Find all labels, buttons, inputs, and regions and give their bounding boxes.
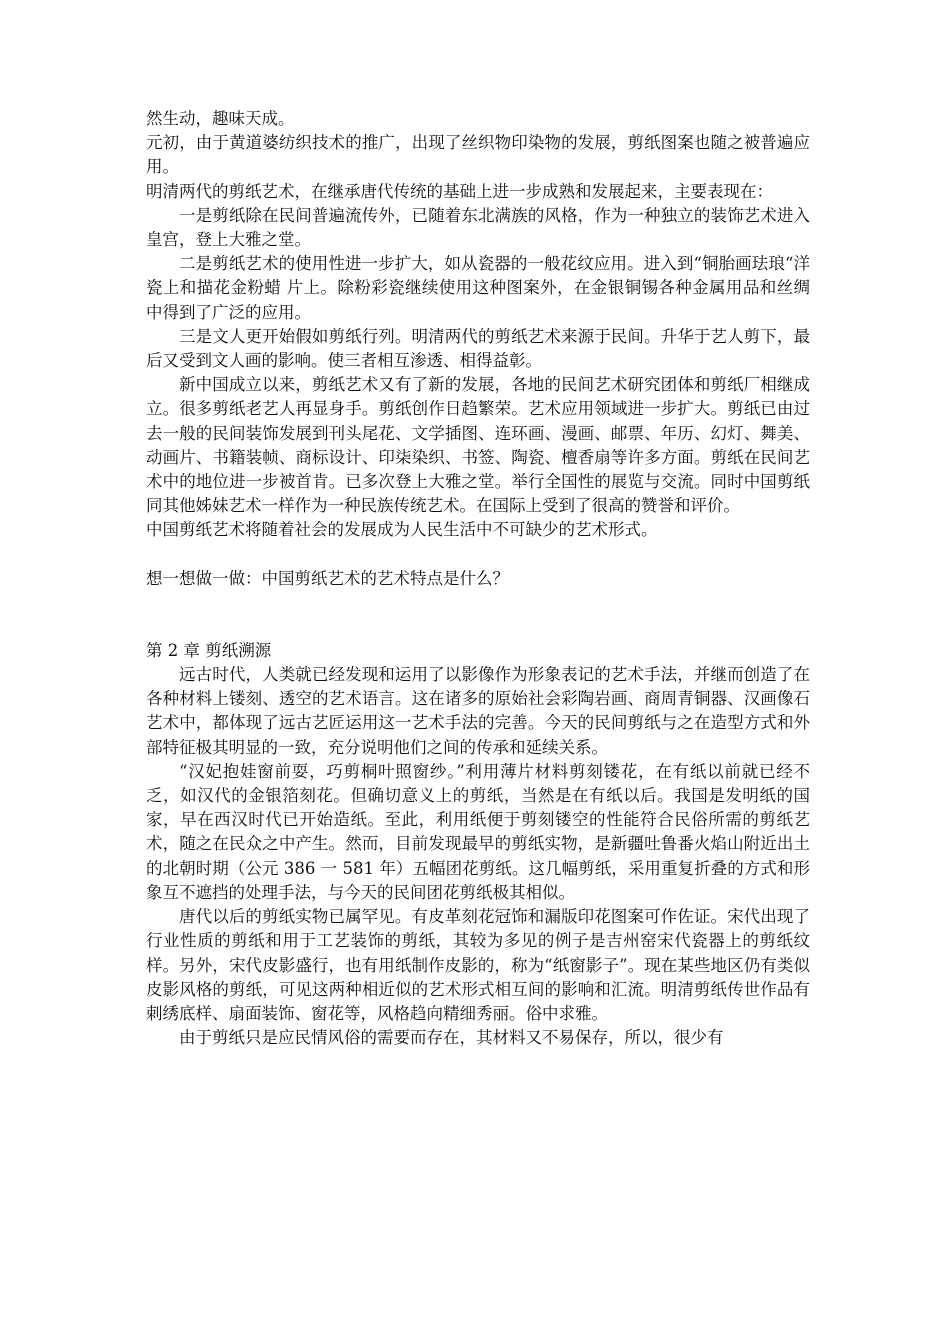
paragraph: 三是文人更开始假如剪纸行列。明清两代的剪纸艺术来源于民间。升华于艺人剪下，最后又受到文人画的影响。使三者相互渗透、相得益彰。 xyxy=(146,326,810,371)
document-page xyxy=(146,107,810,1050)
paragraph: 然生动，趣味天成。 xyxy=(146,109,295,128)
paragraph: 中国剪纸艺术将随着社会的发展成为人民生活中不可缺少的艺术形式。 xyxy=(146,520,658,540)
paragraph: 元初，由于黄道婆纺织技术的推广，出现了丝织物印染物的发展，剪纸图案也随之被普遍应用。 xyxy=(146,133,810,177)
paragraph: 明清两代的剪纸艺术，在继承唐代传统的基础上进一步成熟和发展起来，主要表现在： xyxy=(146,181,773,201)
paragraph: 新中国成立以来，剪纸艺术又有了新的发展，各地的民间艺术研究团体和剪纸厂相继成立。很多剪纸老艺人再显身手。剪纸创作日趋繁荣。艺术应用领域进一步扩大。剪纸已由过去一般的民间装饰发展到刊头尾花、文学插图、连环画、漫画、邮票、年历、幻灯、舞美、动画片、书籍装帧、商标设计、印柒染织、书签、陶瓷、檀香扇等许多方面。剪纸在民间艺术中的地位进一步被首肯。已多次登上大雅之堂。举行全国性的展览与交流。同时中国剪纸同其他姊妹艺术一样作为一种民族传统艺术。在国际上受到了很高的赞誉和评价。 xyxy=(146,375,810,516)
paragraph: 一是剪纸除在民间普遍流传外，已随着东北满族的风格，作为一种独立的装饰艺术进入皇宫，登上大雅之堂。 xyxy=(146,205,810,250)
spacer xyxy=(146,543,810,567)
question: 想一想做一做：中国剪纸艺术的艺术特点是什么？ xyxy=(146,568,509,588)
paragraph: 远古时代，人类就已经发现和运用了以影像作为形象表记的艺术手法，并继而创造了在各种材料上镂刻、透空的艺术语言。这在诸多的原始社会彩陶岩画、商周青铜器、汉画像石艺术中，都体现了远古艺匠运用这一艺术手法的完善。今天的民间剪纸与之在造型方式和外部特征极其明显的一致，充分说明他们之间的传承和延续关系。 xyxy=(146,665,810,757)
paragraph: 唐代以后的剪纸实物已属罕见。有皮革刻花冠饰和漏版印花图案可作佐证。宋代出现了行业性质的剪纸和用于工艺装饰的剪纸，其较为多见的例子是吉州窑宋代瓷器上的剪纸纹样。另外，宋代皮影盛行，也有用纸制作皮影的，称为“纸窗影子”。现在某些地区仍有类似皮影风格的剪纸，可见这两种相近似的艺术形式相互间的影响和汇流。明清剪纸传世作品有刺绣底样、扇面装饰、窗花等，风格趋向精细秀丽。俗中求雅。 xyxy=(146,907,810,1023)
paragraph: 由于剪纸只是应民情风俗的需要而存在，其材料又不易保存，所以，很少有 xyxy=(179,1028,724,1048)
spacer xyxy=(146,591,810,639)
paragraph: “汉妃抱娃窗前耍，巧剪桐叶照窗纱。”利用薄片材料剪刻镂花，在有纸以前就已经不乏，如汉代的金银箔刻花。但确切意义上的剪纸，当然是在有纸以后。我国是发明纸的国家，早在西汉时代已开始造纸。至此，利用纸便于剪刻镂空的性能符合民俗所需的剪纸艺术，随之在民众之中产生。然而，目前发现最早的剪纸实物，是新疆吐鲁番火焰山附近出土的北朝时期（公元 386 一 581 年）五幅团花剪纸。这几幅剪纸，采用重复折叠的方式和形象互不遮挡的处理手法，与今天的民间团花剪纸极其相似。 xyxy=(146,761,810,902)
chapter-heading: 第 2 章 剪纸溯源 xyxy=(146,640,272,660)
paragraph: 二是剪纸艺术的使用性进一步扩大，如从瓷器的一般花纹应用。进入到“铜胎画珐琅“洋瓷上和描花金粉蜡 片上。除粉彩瓷继续使用这种图案外，在金银铜锡各种金属用品和丝绸中得到了广泛的应用。 xyxy=(146,254,810,322)
